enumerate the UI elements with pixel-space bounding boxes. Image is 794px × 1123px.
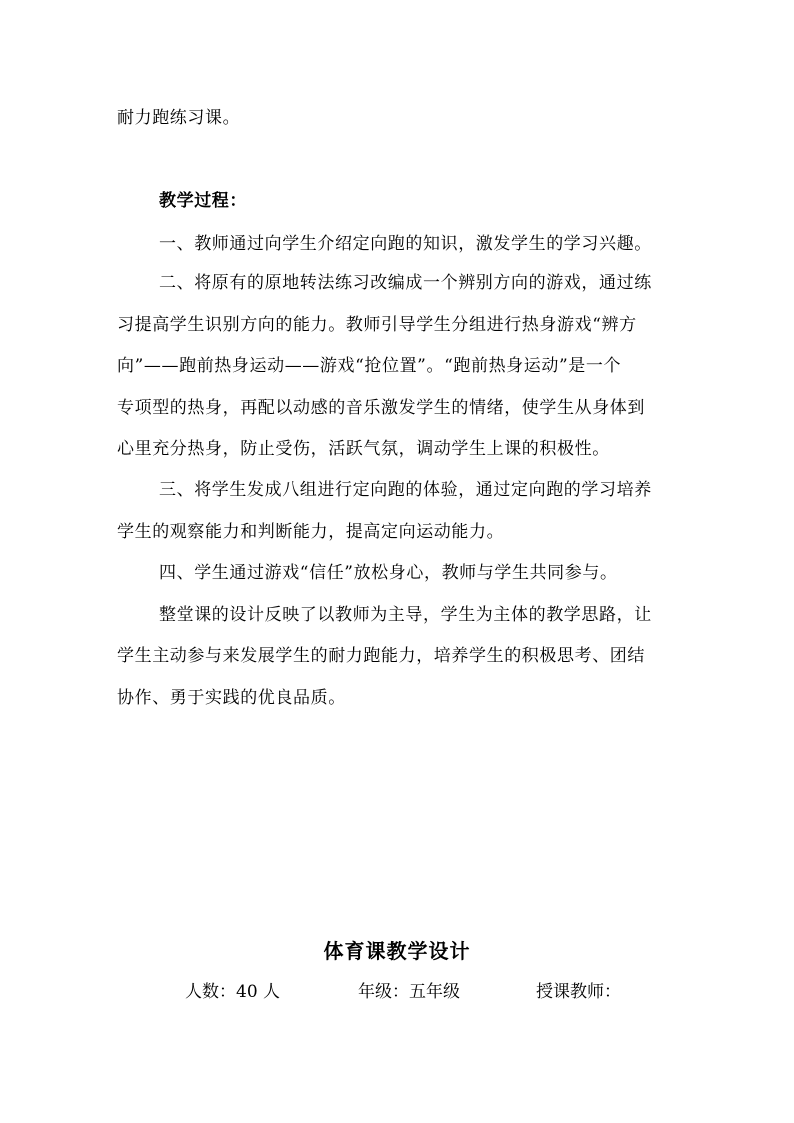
body-line-12: 学生主动参与来发展学生的耐力跑能力，培养学生的积极思考、团结	[117, 646, 645, 666]
body-line-11: 整堂课的设计反映了以教师为主导，学生为主体的教学思路，让	[159, 605, 652, 625]
body-line-4: 习提高学生识别方向的能力。教师引导学生分组进行热身游戏“辨方	[117, 315, 637, 335]
body-line-3: 二、将原有的原地转法练习改编成一个辨别方向的游戏，通过练	[159, 273, 652, 293]
body-line-10: 四、学生通过游戏“信任”放松身心，教师与学生共同参与。	[159, 563, 618, 583]
process-heading: 教学过程：	[159, 191, 247, 211]
body-line-13: 协作、勇于实践的优良品质。	[117, 688, 346, 708]
body-line-1: 耐力跑练习课。	[117, 108, 241, 128]
people-count: 人数：40 人	[185, 982, 281, 1002]
body-line-8: 三、将学生发成八组进行定向跑的体验，通过定向跑的学习培养	[159, 480, 652, 500]
body-line-6: 专项型的热身，再配以动感的音乐激发学生的情绪，使学生从身体到	[117, 398, 645, 418]
body-line-2: 一、教师通过向学生介绍定向跑的知识，激发学生的学习兴趣。	[159, 234, 652, 254]
section-title: 体育课教学设计	[323, 939, 471, 963]
body-line-9: 学生的观察能力和判断能力，提高定向运动能力。	[117, 522, 505, 542]
body-line-5: 向”——跑前热身运动——游戏“抢位置”。“跑前热身运动”是一个	[117, 356, 622, 376]
grade-label: 年级：五年级	[358, 982, 460, 1002]
body-line-7: 心里充分热身，防止受伤，活跃气氛，调动学生上课的积极性。	[117, 439, 610, 459]
teacher-label: 授课教师：	[536, 982, 621, 1002]
